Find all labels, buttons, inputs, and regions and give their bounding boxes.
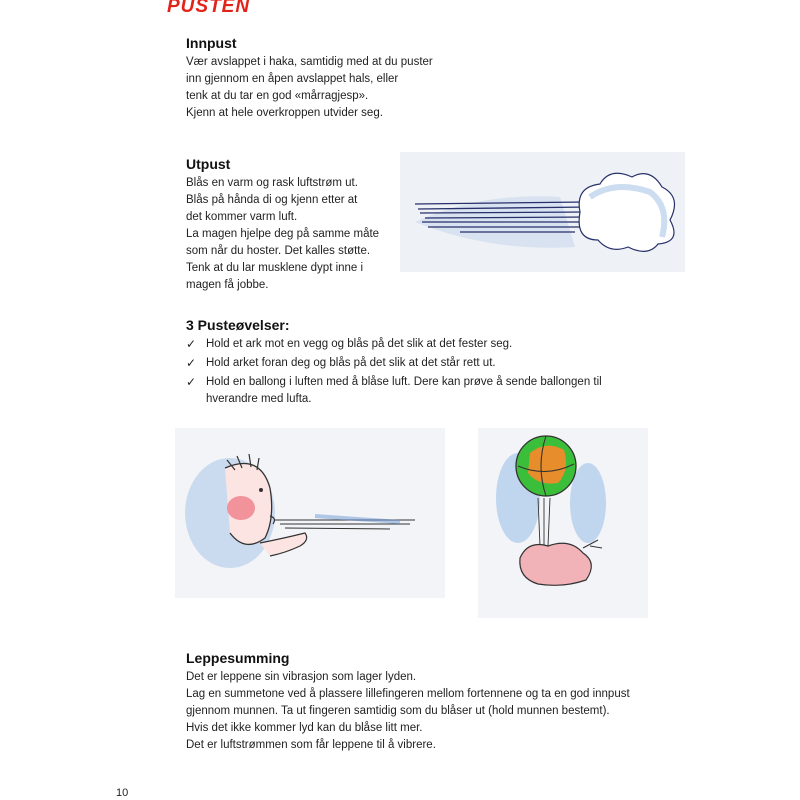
child-blowing-balloon-illustration: [478, 428, 648, 618]
list-item: ✓ Hold et ark mot en vegg og blås på det slik at det fester seg.: [186, 337, 513, 351]
checkmark-icon: ✓: [186, 375, 197, 389]
list-item: ✓ Hold en ballong i luften med å blåse luft. Dere kan prøve å sende ballongen til hverandre med lufta.: [186, 375, 602, 405]
text-leppesumming: Det er leppene sin vibrasjon som lager lyden. Lag en summetone ved å plassere lillefingeren mellom fortennene og ta en god innpust gjennom munnen. Ta ut fingeren samtidig som du blåser ut (hold munnen bestemt). Hvis det ikke kommer lyd kan du blåse litt mer. Det er luftstrømmen som får leppene til å vibrere.: [186, 671, 630, 751]
exercise-checklist: [186, 336, 656, 410]
checkmark-icon: ✓: [186, 356, 197, 370]
heading-innpust: Innpust: [186, 35, 237, 51]
text-innpust: Vær avslappet i haka, samtidig med at du puster inn gjennom en åpen avslappet hals, eller tenk at du tar en god «mårragjesp». Kjenn at hele overkroppen utvider seg.: [186, 56, 433, 119]
airstream-cloud-illustration: [400, 152, 685, 272]
page-number: 10: [116, 787, 129, 799]
child-blowing-paper-illustration: [175, 428, 445, 598]
checkmark-icon: ✓: [186, 337, 197, 351]
list-item: ✓ Hold arket foran deg og blås på det slik at det står rett ut.: [186, 356, 496, 370]
page-header-title: PUSTEN: [167, 0, 251, 17]
text-utpust: Blås en varm og rask luftstrøm ut. Blås på hånda di og kjenn etter at det kommer varm luft. La magen hjelpe deg på samme måte som når du hoster. Det kalles støtte. Tenk at du lar musklene dypt inne i magen få jobbe.: [186, 177, 380, 291]
heading-pusteovelser: 3 Pusteøvelser:: [186, 317, 290, 333]
heading-leppesumming: Leppesumming: [186, 650, 290, 666]
heading-utpust: Utpust: [186, 156, 231, 172]
